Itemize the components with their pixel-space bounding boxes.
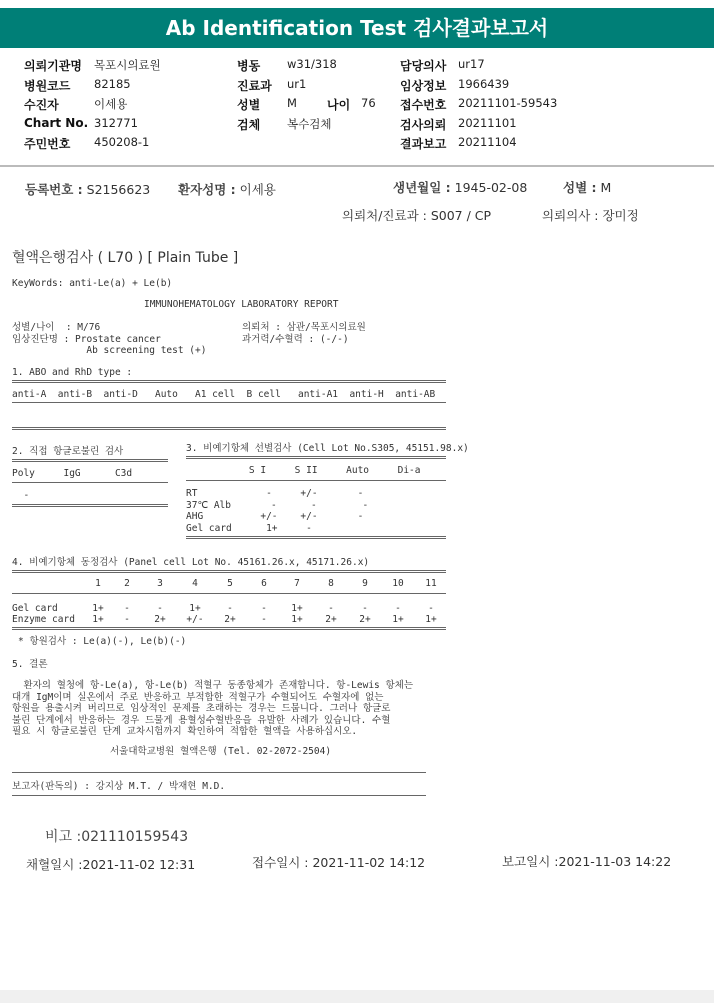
- divider: [12, 627, 446, 630]
- header-resident-no: 주민번호 450208-1: [24, 135, 150, 151]
- panel-enzyme-cell-10: 1+: [392, 614, 404, 625]
- panel-enzyme-cell-1: 1+: [92, 614, 104, 625]
- panel-enzyme-cell-6: -: [261, 614, 267, 625]
- abo-rhd-header: anti-A anti-B anti-D Auto A1 cell B cell anti-A1 anti-H anti-AB: [12, 389, 436, 400]
- dat-title: 2. 직접 항글로불린 검사: [12, 446, 124, 457]
- panel-columns: [0, 578, 460, 590]
- panel-gel-cell-5: -: [227, 603, 233, 614]
- header-doctor: 담당의사 ur17: [400, 57, 485, 73]
- panel-gel-cell-2: -: [124, 603, 130, 614]
- panel-gel-cell-9: -: [362, 603, 368, 614]
- divider: [12, 402, 446, 403]
- panel-title: 4. 비예기항체 동정검사 (Panel cell Lot No. 45161.26.x, 45171.26.x): [12, 557, 370, 568]
- divider: [12, 504, 168, 507]
- panel-column-6: 6: [261, 578, 267, 589]
- panel-gel-cell-1: 1+: [92, 603, 104, 614]
- header-report-date: 결과보고 20211104: [400, 135, 517, 151]
- header-institution: 의뢰기관명 목포시의료원: [24, 58, 161, 73]
- divider: [186, 536, 446, 539]
- patient-info-right: 의뢰처 : 삼관/목포시의료원 과거력/수혈력 : (-/-): [242, 322, 366, 345]
- divider: [12, 459, 168, 462]
- panel-column-9: 9: [362, 578, 368, 589]
- divider: [12, 427, 446, 430]
- panel-gel-cell-7: 1+: [291, 603, 303, 614]
- reporter: 보고자(판독의) : 강지상 M.T. / 박재현 M.D.: [12, 781, 226, 792]
- remarks: 비고 :021110159543: [45, 829, 189, 845]
- lab-report-title: IMMUNOHEMATOLOGY LABORATORY REPORT: [144, 299, 339, 310]
- conclusion-title: 5. 결론: [12, 659, 48, 670]
- dat-value: -: [12, 490, 30, 501]
- divider: [12, 772, 426, 773]
- divider: [12, 795, 426, 796]
- section-title: 혈액은행검사 ( L70 ) [ Plain Tube ]: [12, 250, 239, 266]
- panel-gel-cell-3: -: [157, 603, 163, 614]
- panel-column-1: 1: [95, 578, 101, 589]
- panel-gel-cell-11: -: [428, 603, 434, 614]
- panel-column-8: 8: [328, 578, 334, 589]
- header-clinical-info: 임상정보 1966439: [400, 77, 510, 93]
- panel-gel-cell-4: 1+: [189, 603, 201, 614]
- header-hospital-code: 병원코드 82185: [24, 77, 131, 93]
- divider: [12, 570, 446, 573]
- panel-gel-cell-10: -: [395, 603, 401, 614]
- divider: [12, 380, 446, 383]
- panel-column-5: 5: [227, 578, 233, 589]
- report-title: Ab Identification Test 검사결과보고서: [0, 8, 714, 48]
- patient-doctor: 의뢰의사 : 장미정: [542, 208, 639, 223]
- patient-sex: 성별 : M: [563, 180, 612, 195]
- header-request-date: 검사의뢰 20211101: [400, 116, 517, 132]
- header-department: 진료과 ur1: [237, 77, 307, 93]
- panel-enzyme-cell-8: 2+: [325, 614, 337, 625]
- divider: [12, 593, 446, 594]
- header-age: 나이 76: [327, 96, 376, 112]
- divider: [12, 482, 168, 483]
- panel-column-3: 3: [157, 578, 163, 589]
- panel-enzyme-cell-9: 2+: [359, 614, 371, 625]
- keywords: KeyWords: anti-Le(a) + Le(b): [12, 278, 173, 289]
- panel-column-10: 10: [392, 578, 404, 589]
- screen-header: S I S II Auto Di-a: [186, 465, 421, 476]
- screen-rows: RT - +/- - 37℃ Alb - - - AHG +/- +/- - Gel card 1+ -: [186, 488, 369, 534]
- panel-enzyme-cell-7: 1+: [291, 614, 303, 625]
- report-datetime: 보고일시 :2021-11-03 14:22: [502, 854, 672, 869]
- header-chart-no: Chart No. 312771: [24, 116, 138, 130]
- patient-dept: 의뢰처/진료과 : S007 / CP: [342, 208, 492, 223]
- header-ward: 병동 w31/318: [237, 57, 337, 73]
- patient-info-left: 성별/나이 : M/76 임상진단명 : Prostate cancer Ab screening test (+): [12, 322, 207, 356]
- blood-bank-contact: 서울대학교병원 혈액은행 (Tel. 02-2072-2504): [110, 746, 332, 757]
- patient-dob: 생년월일 : 1945-02-08: [393, 180, 528, 195]
- header-divider: [0, 165, 714, 167]
- panel-gel-cell-8: -: [328, 603, 334, 614]
- antigen-test: * 항원검사 : Le(a)(-), Le(b)(-): [18, 636, 187, 647]
- patient-reg-no: 등록번호 : S2156623: [25, 182, 151, 197]
- divider: [186, 480, 446, 481]
- panel-enzyme-cell-2: -: [124, 614, 130, 625]
- panel-enzyme-cell-5: 2+: [224, 614, 236, 625]
- divider: [186, 456, 446, 459]
- abo-rhd-title: 1. ABO and RhD type :: [12, 367, 133, 378]
- conclusion-text: 환자의 혈청에 항-Le(a), 항-Le(b) 적혈구 동종항체가 존재합니다. 항-Lewis 항체는 대개 IgM이며 실온에서 주로 반응하고 부적합한 적혈구가 수혈되어도 수혈자에 없는 항원을 용출시켜 버리므로 임상적인 문제를 초래하는 경우는 드뭅니다. 그러나 항글로 불린 단계에서 반응하는 경우 드물게 용혈성수혈반응을 유발한 사례가 있습니다. 수혈 필요 시 항글로불린 단계 교차시험까지 확인하여 적합한 혈액을 사용하십시오.: [12, 680, 414, 737]
- panel-column-11: 11: [425, 578, 437, 589]
- collection-datetime: 채혈일시 :2021-11-02 12:31: [26, 857, 196, 872]
- header-sex: 성별 M: [237, 96, 297, 112]
- panel-gel-cell-6: -: [261, 603, 267, 614]
- header-patient: 수진자 이세용: [24, 97, 128, 112]
- patient-name: 환자성명 : 이세용: [178, 182, 276, 197]
- panel-enzyme-label: Enzyme card: [12, 614, 75, 625]
- panel-enzyme-cell-3: 2+: [154, 614, 166, 625]
- receipt-datetime: 접수일시 : 2021-11-02 14:12: [252, 855, 426, 870]
- panel-column-7: 7: [294, 578, 300, 589]
- panel-enzyme-cell-4: +/-: [186, 614, 204, 625]
- panel-enzyme-cell-11: 1+: [425, 614, 437, 625]
- panel-column-2: 2: [124, 578, 130, 589]
- screen-title: 3. 비예기항체 선별검사 (Cell Lot No.S305, 45151.98.x): [186, 443, 469, 454]
- panel-column-4: 4: [192, 578, 198, 589]
- header-receipt-no: 접수번호 20211101-59543: [400, 96, 558, 112]
- dat-header: Poly IgG C3d: [12, 468, 133, 479]
- panel-gel-label: Gel card: [12, 603, 58, 614]
- header-specimen: 검체 복수검체: [237, 117, 332, 132]
- panel-enzyme-row: [0, 614, 460, 626]
